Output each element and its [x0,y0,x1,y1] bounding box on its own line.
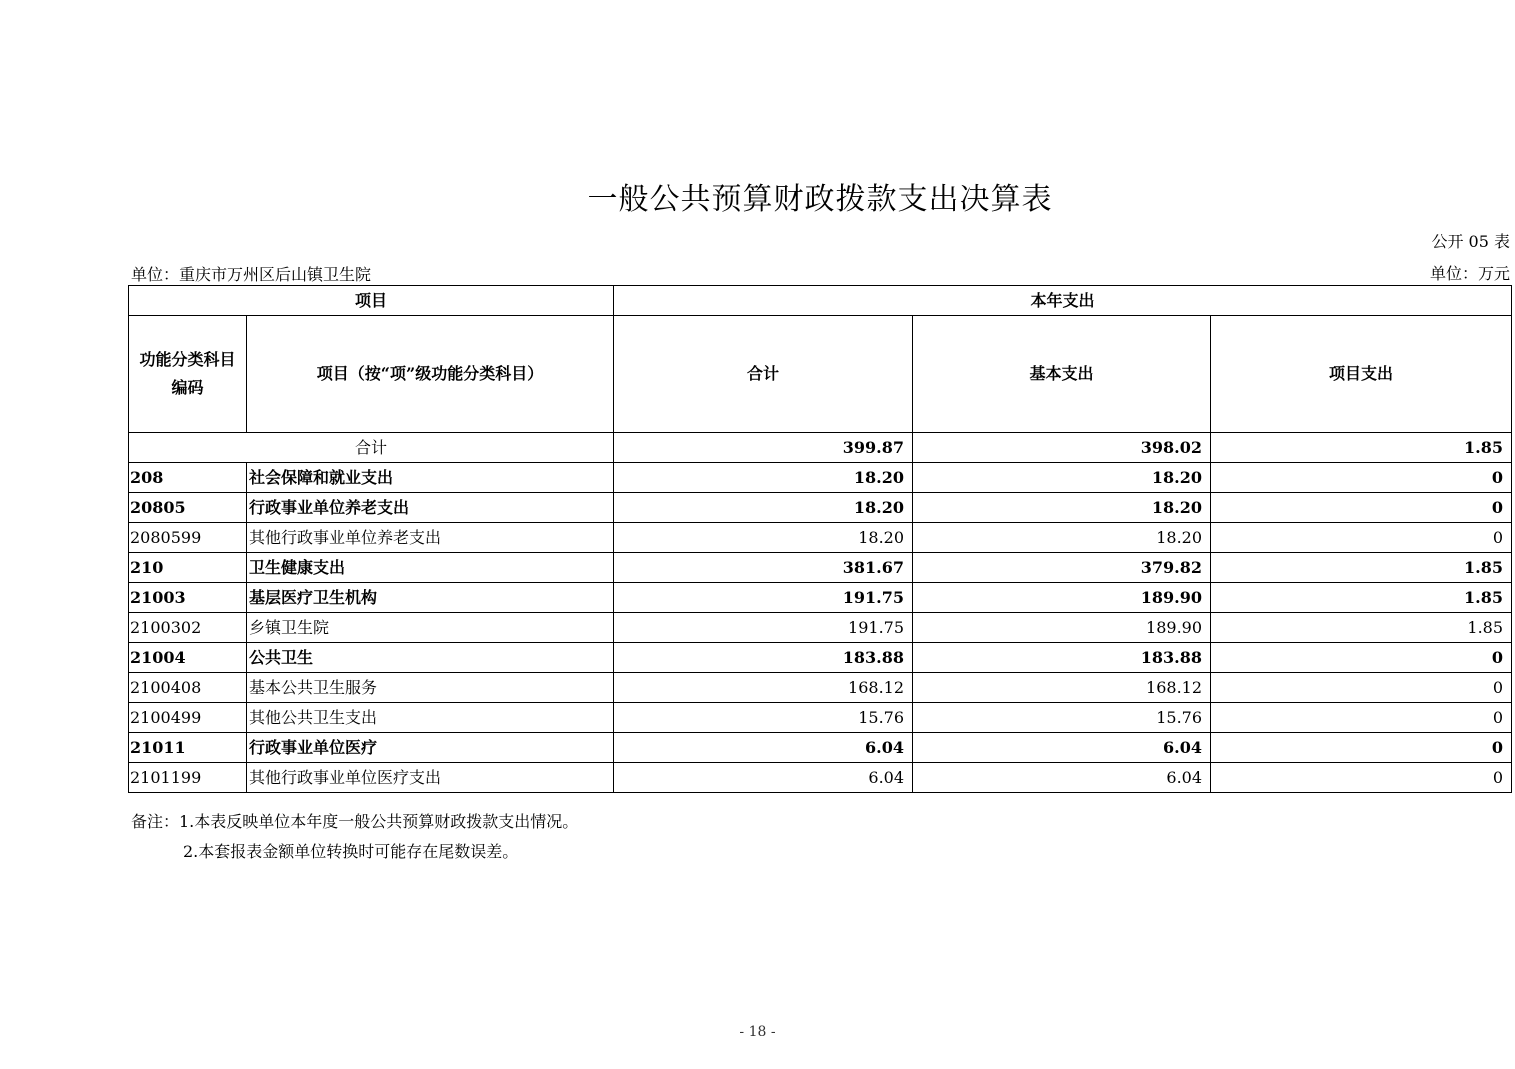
row-project: 1.85 [1211,613,1512,643]
row-project: 0 [1211,703,1512,733]
header-code: 功能分类科目 编码 [129,316,247,433]
table-row [129,643,1512,673]
row-total: 381.67 [614,553,913,583]
page-number: - 18 - [739,1024,776,1040]
row-basic: 189.90 [913,583,1211,613]
table-row [129,523,1512,553]
row-total: 191.75 [614,583,913,613]
header-basic: 基本支出 [913,316,1211,433]
currency-unit: 单位：万元 [1429,264,1510,283]
row-code: 210 [129,553,247,583]
note-1: 备注：1.本表反映单位本年度一般公共预算财政拨款支出情况。 [131,812,579,831]
row-name: 社会保障和就业支出 [247,463,614,493]
row-project: 0 [1211,763,1512,793]
row-basic: 18.20 [913,493,1211,523]
table-row [129,463,1512,493]
header-name: 项目（按“项”级功能分类科目） [247,316,614,433]
row-name: 行政事业单位养老支出 [247,493,614,523]
row-code: 21003 [129,583,247,613]
row-name: 卫生健康支出 [247,553,614,583]
table-row [129,553,1512,583]
row-project: 1.85 [1211,553,1512,583]
reporting-unit: 单位：重庆市万州区后山镇卫生院 [131,265,372,284]
header-project: 项目 [129,286,614,316]
header-row-1 [129,286,1512,316]
row-name: 基本公共卫生服务 [247,673,614,703]
row-name: 乡镇卫生院 [247,613,614,643]
row-total: 183.88 [614,643,913,673]
row-code: 208 [129,463,247,493]
row-total: 191.75 [614,613,913,643]
row-basic: 6.04 [913,733,1211,763]
table-row [129,493,1512,523]
expenditure-table [128,285,1512,793]
row-code: 2101199 [129,763,247,793]
row-project: 0 [1211,733,1512,763]
row-total: 6.04 [614,763,913,793]
table-row [129,613,1512,643]
page-title: 一般公共预算财政拨款支出决算表 [587,182,1053,217]
table-row [129,733,1512,763]
row-project: 0 [1211,523,1512,553]
row-basic: 18.20 [913,523,1211,553]
row-basic: 15.76 [913,703,1211,733]
row-project: 0 [1211,493,1512,523]
row-project: 0 [1211,673,1512,703]
row-basic: 189.90 [913,613,1211,643]
row-code: 2100408 [129,673,247,703]
row-basic: 6.04 [913,763,1211,793]
row-total: 6.04 [614,733,913,763]
row-code: 2100302 [129,613,247,643]
row-name: 其他公共卫生支出 [247,703,614,733]
total-label: 合计 [129,433,614,463]
row-code: 20805 [129,493,247,523]
row-project: 0 [1211,643,1512,673]
row-name: 基层医疗卫生机构 [247,583,614,613]
table-row [129,673,1512,703]
row-name: 公共卫生 [247,643,614,673]
row-code: 21011 [129,733,247,763]
total-sum: 399.87 [614,433,913,463]
total-basic: 398.02 [913,433,1211,463]
row-total: 15.76 [614,703,913,733]
form-number: 公开 05 表 [1431,232,1510,251]
row-basic: 379.82 [913,553,1211,583]
table-row [129,583,1512,613]
row-total: 168.12 [614,673,913,703]
row-total: 18.20 [614,523,913,553]
row-name: 行政事业单位医疗 [247,733,614,763]
row-total: 18.20 [614,493,913,523]
row-basic: 18.20 [913,463,1211,493]
row-code: 2100499 [129,703,247,733]
row-total: 18.20 [614,463,913,493]
row-project: 1.85 [1211,583,1512,613]
row-code: 2080599 [129,523,247,553]
table-row [129,703,1512,733]
header-project-exp: 项目支出 [1211,316,1512,433]
header-row-2 [129,316,1512,433]
row-project: 0 [1211,463,1512,493]
table-row [129,763,1512,793]
row-basic: 183.88 [913,643,1211,673]
note-2: 2.本套报表金额单位转换时可能存在尾数误差。 [183,842,519,861]
row-name: 其他行政事业单位养老支出 [247,523,614,553]
total-project: 1.85 [1211,433,1512,463]
row-name: 其他行政事业单位医疗支出 [247,763,614,793]
header-total: 合计 [614,316,913,433]
row-basic: 168.12 [913,673,1211,703]
header-current-year: 本年支出 [614,286,1512,316]
row-code: 21004 [129,643,247,673]
total-row [129,433,1512,463]
